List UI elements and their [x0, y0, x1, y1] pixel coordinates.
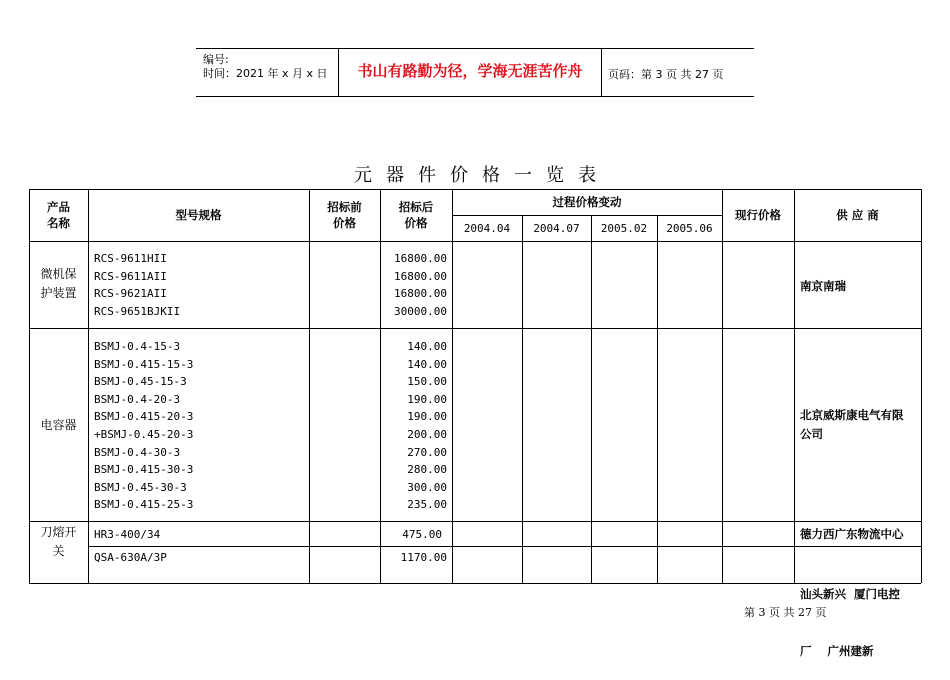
col-header-period: 2004.07 [533, 222, 580, 235]
model-cell: BSMJ-0.4-20-3 [94, 392, 181, 406]
price-cell: 270.00 [407, 445, 447, 459]
page-footer: 第 3 页 共 27 页 [744, 606, 827, 619]
header-divider-left [338, 48, 339, 96]
col-header-pre-bid-price: 招标前 价格 [327, 200, 362, 230]
price-cell: 16800.00 [394, 252, 447, 265]
col-header-model: 型号规格 [175, 208, 222, 222]
time-label: 时间：2021 年 x 月 x 日 [203, 67, 328, 80]
col-header-period: 2004.04 [463, 222, 511, 235]
model-cell: BSMJ-0.415-15-3 [94, 357, 194, 371]
col-header-post-bid-price: 招标后 价格 [398, 200, 434, 230]
model-cell: BSMJ-0.415-20-3 [94, 410, 194, 424]
price-cell: 200.00 [407, 427, 447, 441]
table-rule [794, 189, 795, 583]
table-rule [29, 189, 921, 190]
col-header-price-changes: 过程价格变动 [552, 195, 622, 209]
col-header-current-price: 现行价格 [735, 208, 781, 222]
price-cell: 150.00 [407, 375, 447, 389]
table-rule [29, 328, 921, 329]
model-cell: QSA-630A/3P [94, 551, 167, 564]
col-header-period: 2005.06 [666, 222, 713, 235]
motto: 书山有路勤为径，学海无涯苦作舟 [357, 62, 583, 80]
supplier-cell: 北京威斯康电气有限 公司 [800, 408, 904, 441]
table-rule [657, 215, 658, 583]
post-price-list [380, 338, 447, 514]
table-rule [29, 583, 921, 584]
price-cell: 16800.00 [394, 269, 447, 283]
page-code: 页码：第 3 页 共 27 页 [608, 68, 724, 81]
number-label: 编号: [203, 53, 229, 66]
table-rule [88, 546, 921, 547]
model-list [94, 338, 193, 514]
model-cell: BSMJ-0.4-15-3 [94, 340, 181, 353]
price-cell: 280.00 [407, 463, 447, 477]
col-header-period: 2005.02 [600, 222, 648, 235]
model-cell: RCS-9651BJKII [94, 304, 181, 318]
price-cell: 190.00 [407, 410, 447, 424]
price-cell: 300.00 [407, 480, 447, 494]
table-rule [29, 521, 921, 522]
price-cell: 16800.00 [394, 287, 447, 301]
header-divider-right [601, 48, 602, 96]
price-cell: 140.00 [407, 357, 447, 371]
model-cell: BSMJ-0.415-25-3 [94, 498, 194, 512]
page-title: 元器件价格一览表 [354, 165, 610, 186]
price-cell: 140.00 [407, 340, 447, 353]
table-rule [591, 215, 592, 583]
header-top-rule [196, 48, 754, 49]
table-rule [921, 189, 922, 583]
category-cell: 电容器 [40, 418, 77, 432]
category-cell: 微机保 护装置 [40, 267, 77, 300]
price-cell: 30000.00 [394, 304, 447, 318]
header-bottom-rule [196, 96, 754, 97]
model-cell: BSMJ-0.415-30-3 [94, 463, 194, 477]
post-price-list [380, 250, 447, 320]
supplier-cell: 德力西广东物流中心 [800, 527, 904, 541]
model-cell: RCS-9611AII [94, 269, 167, 283]
table-rule [522, 215, 523, 583]
table-rule [453, 215, 722, 216]
model-cell: BSMJ-0.45-30-3 [94, 480, 187, 494]
model-cell: BSMJ-0.4-30-3 [94, 445, 181, 459]
category-cell: 刀熔开 关 [40, 525, 77, 558]
price-cell: 475.00 [402, 528, 442, 541]
table-rule [29, 241, 921, 242]
col-header-product-name: 产品 名称 [47, 200, 70, 230]
model-cell: RCS-9611HII [94, 252, 167, 265]
table-rule [309, 189, 310, 583]
model-list [94, 250, 180, 320]
price-cell: 235.00 [407, 498, 447, 512]
table-rule [452, 189, 453, 583]
table-rule [722, 189, 723, 583]
model-cell: BSMJ-0.45-15-3 [94, 375, 187, 389]
price-cell: 1170.00 [400, 551, 447, 564]
supplier-cell: 汕头新兴 厦门电控 厂 广州建新 [800, 587, 901, 658]
price-cell: 190.00 [407, 392, 447, 406]
supplier-cell: 南京南瑞 [800, 279, 846, 293]
model-cell: +BSMJ-0.45-20-3 [94, 427, 194, 441]
col-header-supplier: 供 应 商 [836, 208, 879, 222]
model-cell: RCS-9621AII [94, 287, 167, 301]
table-rule [88, 189, 89, 583]
model-cell: HR3-400/34 [94, 528, 161, 541]
